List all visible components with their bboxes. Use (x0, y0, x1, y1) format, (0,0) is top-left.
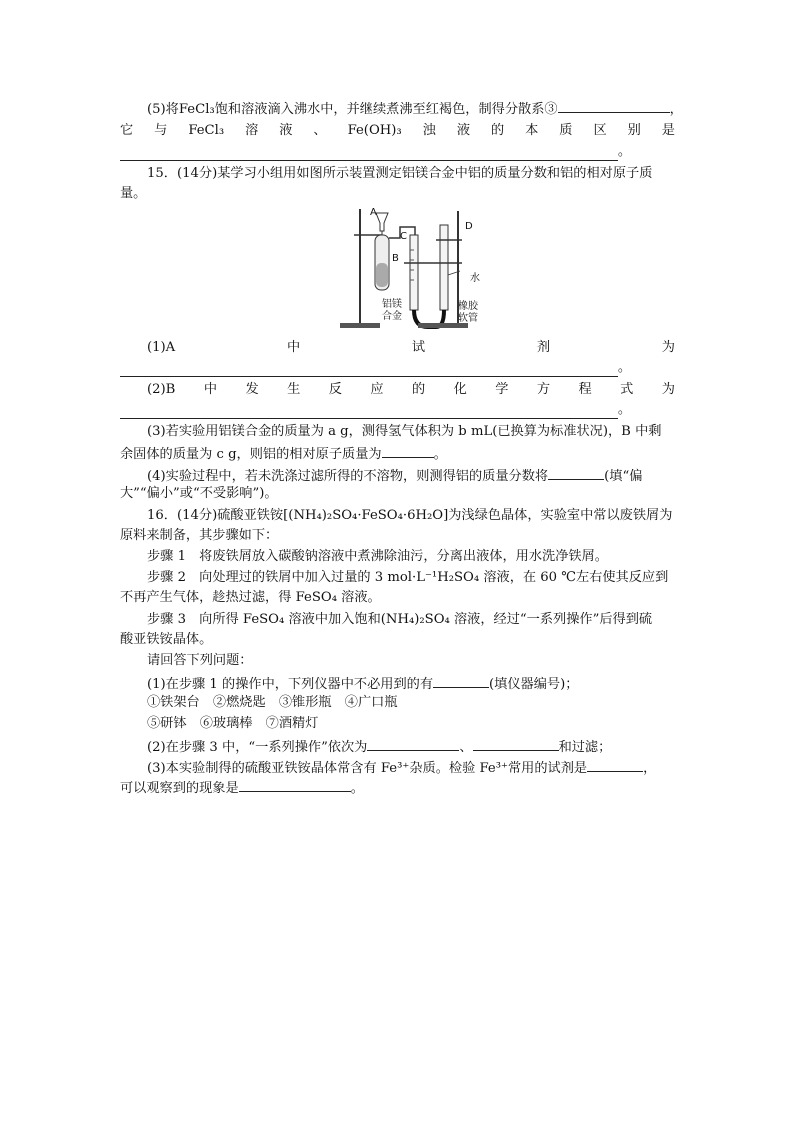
q15-p2-word: 方 (536, 382, 550, 397)
label-alloy-1: 铝镁 (382, 299, 402, 310)
q15-p4-line1: (4)实验过程中，若未洗涤过滤所得的不溶物，则测得铝的质量分数将 (填“偏 (120, 465, 675, 483)
q15-p1-word: 试 (411, 340, 426, 355)
q16-p1: (1)在步骤 1 的操作中，下列仪器中不必用到的有 (填仪器编号)； (120, 673, 675, 691)
q15-p2-line1 (120, 381, 675, 399)
q14-p5-line2 (120, 122, 675, 140)
q15-p2-word: 化 (453, 382, 467, 397)
q16-stem-line2: 原料来制备，其步骤如下： (120, 528, 279, 543)
label-tube-1: 橡胶 (458, 301, 478, 312)
q15-p3-line2: 余固体的质量为 c g，则铝的相对原子质量为 。 (120, 443, 675, 461)
q15-p2-word: 应 (370, 382, 384, 397)
apparatus-figure (120, 205, 675, 335)
q15-p2-word: 学 (495, 382, 509, 397)
q14-p5-word: 、 (313, 123, 327, 138)
q16-p3-blank1[interactable] (587, 757, 643, 772)
q15-p1-line1 (120, 339, 675, 357)
q15-p1-word: 剂 (536, 340, 551, 355)
q15-p2-word: 的 (411, 382, 426, 397)
q14-p5-blank1[interactable] (558, 98, 670, 113)
q15-p3-line1: (3)若实验用铝镁合金的质量为 a g，测得氢气体积为 b mL(已换算为标准状况)，B 中剩 (147, 424, 662, 439)
label-tube-2: 软管 (458, 313, 478, 324)
q14-p5-word: 液 (456, 123, 471, 138)
q16-options-line2: ⑤研钵 ⑥玻璃棒 ⑦酒精灯 (147, 716, 319, 731)
exam-page (120, 98, 683, 796)
q14-p5-word: 是 (661, 123, 675, 138)
q16-stem-line1: 16．(14分)硫酸亚铁铵[(NH₄)₂SO₄·FeSO₄·6H₂O]为浅绿色晶体，实验室中常以废铁屑为 (147, 508, 673, 523)
q15-p2-word: 生 (287, 382, 301, 397)
q15-p2-word: 发 (245, 382, 259, 397)
q14-p5-line3: 。 (120, 143, 675, 161)
q14-p5-word: 液 (279, 123, 293, 138)
label-alloy-2: 合金 (382, 311, 402, 322)
q15-p4-line2: 大”“偏小”或“不受影响”)。 (120, 486, 278, 501)
q16-p3-blank2[interactable] (239, 777, 351, 792)
q14-p5-word: 的 (490, 123, 505, 138)
q15-p3-blank[interactable] (382, 443, 434, 458)
q14-p5-word: 浊 (422, 123, 436, 138)
q16-ask: 请回答下列问题： (147, 653, 253, 668)
q15-p2-word: 程 (578, 382, 592, 397)
q14-p5-word: 与 (154, 123, 168, 138)
label-water: 水 (470, 273, 480, 284)
q15-p2-word: 反 (328, 382, 342, 397)
q16-step3-line2: 酸亚铁铵晶体。 (120, 632, 213, 647)
q14-p5-text: (5)将FeCl₃饱和溶液滴入沸水中，并继续煮沸至红褐色，制得分散系③ (147, 102, 558, 117)
q15-p1-word: 中 (286, 340, 301, 355)
q16-p2-blank1[interactable] (367, 736, 459, 751)
q16-p3-line1: (3)本实验制得的硫酸亚铁铵晶体常含有 Fe³⁺杂质。检验 Fe³⁺常用的试剂是 ， (120, 757, 675, 775)
q14-p5-word: 本 (525, 123, 539, 138)
q16-step3-line1: 步骤 3 向所得 FeSO₄ 溶液中加入饱和(NH₄)₂SO₄ 溶液，经过“一系列操作”后得到硫 (147, 612, 653, 627)
q14-p5-blank2[interactable] (120, 146, 618, 161)
q14-p5-word: 质 (559, 123, 573, 138)
q16-p2: (2)在步骤 3 中，“一系列操作”依次为 、 和过滤； (120, 736, 675, 754)
q15-stem-line2: 量。 (120, 186, 147, 201)
label-b: B (392, 253, 399, 264)
label-a: A (370, 207, 377, 218)
q15-p1-word: (1)A (147, 340, 176, 355)
q16-p1-blank[interactable] (433, 673, 489, 688)
q14-p5-word: 别 (627, 123, 641, 138)
label-d: D (465, 221, 473, 232)
q15-p1-blank[interactable] (120, 362, 618, 377)
q16-step1: 步骤 1 将废铁屑放入碳酸钠溶液中煮沸除油污，分离出液体，用水洗净铁屑。 (147, 549, 608, 564)
q16-options-line1: ①铁架台 ②燃烧匙 ③锥形瓶 ④广口瓶 (147, 695, 398, 710)
q14-p5-word: Fe(OH)₃ (347, 123, 402, 138)
q15-p2-blank[interactable] (120, 404, 618, 419)
q16-step2-line2: 不再产生气体，趁热过滤，得 FeSO₄ 溶液。 (120, 590, 381, 605)
q15-p4-blank[interactable] (548, 465, 604, 480)
q16-p3-line2: 可以观察到的现象是 。 (120, 777, 675, 795)
q15-p2-word: (2)B (147, 382, 176, 397)
q15-p2-word: 式 (620, 382, 634, 397)
q15-p1-line2: 。 (120, 359, 675, 377)
q15-p2-word: 为 (661, 382, 675, 397)
label-c: C (400, 231, 407, 242)
q16-step2-line1: 步骤 2 向处理过的铁屑中加入过量的 3 mol·L⁻¹H₂SO₄ 溶液，在 60 ℃左右使其反应到 (147, 570, 669, 585)
q15-p1-word: 为 (661, 340, 675, 355)
left-stand-base (340, 323, 380, 328)
q14-p5-word: 区 (593, 123, 607, 138)
q14-p5-line1: (5)将FeCl₃饱和溶液滴入沸水中，并继续煮沸至红褐色，制得分散系③ ， (120, 98, 675, 116)
q16-p2-blank2[interactable] (473, 736, 559, 751)
q14-p5-word: 溶 (245, 123, 259, 138)
q15-p2-word: 中 (203, 382, 217, 397)
q15-stem-line1: 15．(14分)某学习小组用如图所示装置测定铝镁合金中铝的质量分数和铝的相对原子质 (147, 166, 653, 181)
q15-p2-line2: 。 (120, 401, 675, 419)
q14-p5-word: 它 (120, 123, 134, 138)
q14-p5-word: FeCl₃ (188, 123, 225, 138)
